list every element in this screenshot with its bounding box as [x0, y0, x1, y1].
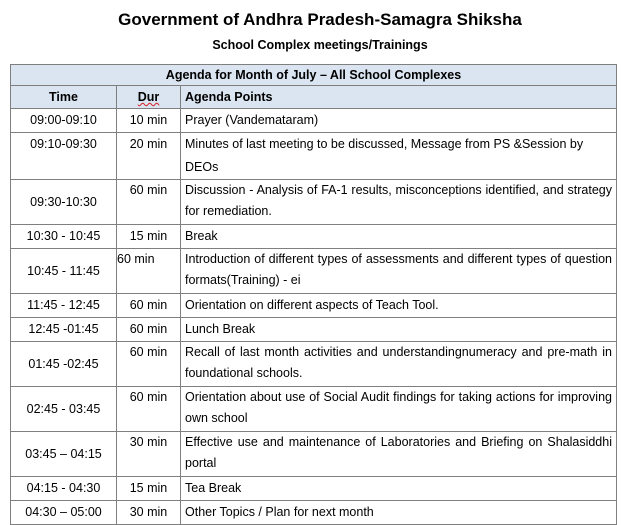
- table-row: [11, 318, 617, 342]
- row-time: 04:30 – 05:00: [11, 501, 117, 525]
- row-duration: 60 min: [117, 180, 181, 225]
- table-row: [11, 133, 617, 180]
- agenda-table: [10, 64, 617, 525]
- row-duration: 60 min: [117, 294, 181, 318]
- row-agenda: Lunch Break: [181, 318, 617, 342]
- row-time: 09:10-09:30: [11, 133, 117, 180]
- row-duration: 20 min: [117, 133, 181, 180]
- column-header-agenda: Agenda Points: [181, 86, 617, 109]
- row-duration: 10 min: [117, 109, 181, 133]
- row-duration: 60 min: [117, 249, 181, 294]
- table-row: [11, 432, 617, 477]
- column-header-time: Time: [11, 86, 117, 109]
- row-agenda: Orientation on different aspects of Teach Tool.: [181, 294, 617, 318]
- row-time: 10:30 - 10:45: [11, 225, 117, 249]
- row-agenda: Minutes of last meeting to be discussed, Message from PS &Session by DEOs: [181, 133, 617, 180]
- row-agenda: Discussion - Analysis of FA-1 results, misconceptions identified, and strategy for remediation.: [181, 180, 617, 225]
- row-duration: 30 min: [117, 432, 181, 477]
- row-time: 02:45 - 03:45: [11, 387, 117, 432]
- agenda-banner-row: [11, 65, 617, 86]
- table-row: [11, 387, 617, 432]
- document-subtitle: School Complex meetings/Trainings: [212, 38, 428, 52]
- row-agenda: Other Topics / Plan for next month: [181, 501, 617, 525]
- row-duration: 60 min: [117, 342, 181, 387]
- table-row: [11, 501, 617, 525]
- table-row: [11, 225, 617, 249]
- row-agenda: Prayer (Vandemataram): [181, 109, 617, 133]
- table-row: [11, 477, 617, 501]
- row-time: 12:45 -01:45: [11, 318, 117, 342]
- row-time: 03:45 – 04:15: [11, 432, 117, 477]
- row-time: 11:45 - 12:45: [11, 294, 117, 318]
- row-time: 09:30-10:30: [11, 180, 117, 225]
- table-row: [11, 180, 617, 225]
- row-agenda: Tea Break: [181, 477, 617, 501]
- row-agenda: Break: [181, 225, 617, 249]
- row-duration: 60 min: [117, 387, 181, 432]
- header-row: [11, 86, 617, 109]
- table-row: [11, 249, 617, 294]
- row-agenda: Introduction of different types of assessments and different types of question formats(Training) - ei: [181, 249, 617, 294]
- row-duration: 60 min: [117, 318, 181, 342]
- agenda-banner: Agenda for Month of July – All School Complexes: [11, 65, 617, 86]
- row-time: 01:45 -02:45: [11, 342, 117, 387]
- row-time: 10:45 - 11:45: [11, 249, 117, 294]
- row-time: 09:00-09:10: [11, 109, 117, 133]
- row-duration: 30 min: [117, 501, 181, 525]
- document-title: Government of Andhra Pradesh-Samagra Shiksha: [118, 10, 522, 29]
- table-row: [11, 342, 617, 387]
- column-header-dur: Dur: [117, 86, 181, 109]
- row-agenda: Effective use and maintenance of Laboratories and Briefing on Shalasiddhi portal: [181, 432, 617, 477]
- row-agenda: Recall of last month activities and understandingnumeracy and pre-math in foundational schools.: [181, 342, 617, 387]
- table-row: [11, 294, 617, 318]
- row-duration: 15 min: [117, 225, 181, 249]
- row-duration: 15 min: [117, 477, 181, 501]
- row-agenda: Orientation about use of Social Audit findings for taking actions for improving own school: [181, 387, 617, 432]
- row-time: 04:15 - 04:30: [11, 477, 117, 501]
- table-row: [11, 109, 617, 133]
